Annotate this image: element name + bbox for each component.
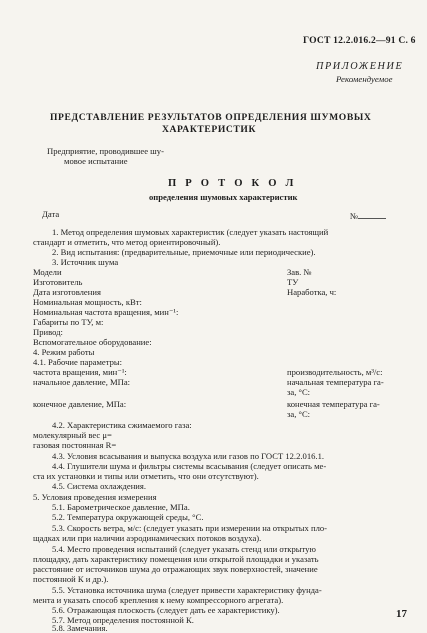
page-number: 17 <box>396 608 407 620</box>
item-5-5-line1: 5.5. Установка источника шума (следует привести характеристику фунда- <box>52 585 322 595</box>
field-freq: Номинальная частота вращения, мин⁻¹: <box>33 307 179 317</box>
number-label <box>350 209 386 222</box>
protocol-subtitle: определения шумовых характеристик <box>149 192 298 202</box>
field-init-temp-b: за, °С: <box>287 387 311 397</box>
item-3: 3. Источник шума <box>52 257 119 267</box>
item-5-3-line1: 5.3. Скорость ветра, м/с: (следует указать при измерении на открытых пло- <box>52 523 328 533</box>
item-4: 4. Режим работы <box>33 347 95 357</box>
field-dims: Габариты по ТУ, м: <box>33 317 104 327</box>
section-title-line1: ПРЕДСТАВЛЕНИЕ РЕЗУЛЬТАТОВ ОПРЕДЕЛЕНИЯ ШУМОВЫХ <box>50 112 372 123</box>
item-4-4-line1: 4.4. Глушители шума и фильтры системы всасывания (следует описать ме- <box>52 461 327 471</box>
field-final-temp-b: за, °С: <box>287 409 311 419</box>
enterprise-line1: Предприятие, проводившее шу- <box>47 146 164 156</box>
item-2: 2. Вид испытания: (предварительные, приемочные или периодические). <box>52 247 316 257</box>
protocol-title: П Р О Т О К О Л <box>168 178 297 189</box>
item-5-4-line1: 5.4. Место проведения испытаний (следует указать стенд или открытую <box>52 544 316 554</box>
item-5-4-line4: постоянной К и др.). <box>33 574 109 584</box>
item-5-5-line2: мента и указать способ крепления к нему компрессорного агрегата). <box>33 595 284 605</box>
field-init-temp-a: начальная температура га- <box>287 377 384 387</box>
item-4-2: 4.2. Характеристика сжимаемого газа: <box>52 420 192 430</box>
field-mol-weight: молекулярный вес μ= <box>33 430 112 440</box>
number-field <box>358 209 386 219</box>
field-made-date: Дата изготовления <box>33 287 101 297</box>
field-hours: Наработка, ч: <box>287 287 337 297</box>
gost-header: ГОСТ 12.2.016.2—91 С. 6 <box>303 35 416 46</box>
section-title-line2: ХАРАКТЕРИСТИК <box>162 124 257 135</box>
appendix-title: ПРИЛОЖЕНИЕ <box>316 61 404 72</box>
field-aux: Вспомогательное оборудование: <box>33 337 152 347</box>
field-init-press: начальное давление, МПа: <box>33 377 131 387</box>
item-4-1: 4.1. Рабочие параметры: <box>33 357 123 367</box>
item-5-1: 5.1. Барометрическое давление, МПа. <box>52 502 190 512</box>
item-4-3: 4.3. Условия всасывания и выпуска воздуха или газов по ГОСТ 12.2.016.1. <box>52 451 325 461</box>
field-productivity: производительность, м³/с: <box>287 367 383 377</box>
item-4-5: 4.5. Система охлаждения. <box>52 481 147 491</box>
item-4-4-line2: ста их установки и типы или отметить, что они отсутствуют). <box>33 471 259 481</box>
field-model: Модели <box>33 267 62 277</box>
field-serial: Зав. № <box>287 267 312 277</box>
item-5-2: 5.2. Температура окружающей среды, °С. <box>52 512 204 522</box>
item-5: 5. Условия проведения измерения <box>33 492 157 502</box>
field-final-temp-a: конечная температура га- <box>287 399 380 409</box>
field-drive: Привод: <box>33 327 63 337</box>
item-5-4-line2: площадку, дать характеристику помещения или открытой площадки и указать <box>33 554 319 564</box>
field-gas-const: газовая постоянная R= <box>33 440 117 450</box>
item-5-7: 5.7. Метод определения постоянной К. <box>52 615 194 625</box>
field-final-press: конечное давление, МПа: <box>33 399 127 409</box>
item-1-line1: 1. Метод определения шумовых характеристик (следует указать настоящий <box>52 227 329 237</box>
field-rot-freq: частота вращения, мин⁻¹: <box>33 367 127 377</box>
item-5-6: 5.6. Отражающая плоскость (следует дать ее характеристику). <box>52 605 280 615</box>
item-5-8: 5.8. Замечания. <box>52 623 108 633</box>
item-1-line2: стандарт и отметить, что метод ориентировочный). <box>33 237 221 247</box>
field-power: Номинальная мощность, кВт: <box>33 297 142 307</box>
enterprise-line2: мовое испытание <box>64 156 128 166</box>
appendix-status: Рекомендуемое <box>336 74 393 84</box>
field-tu: ТУ <box>287 277 299 287</box>
item-5-4-line3: расстояние от источников шума до отражающих звук поверхностей, значение <box>33 564 318 574</box>
number-sign: № <box>350 211 359 221</box>
date-label: Дата <box>42 209 60 219</box>
field-maker: Изготовитель <box>33 277 83 287</box>
item-5-3-line2: щадках или при наличии аэродинамических потоков воздуха). <box>33 533 262 543</box>
